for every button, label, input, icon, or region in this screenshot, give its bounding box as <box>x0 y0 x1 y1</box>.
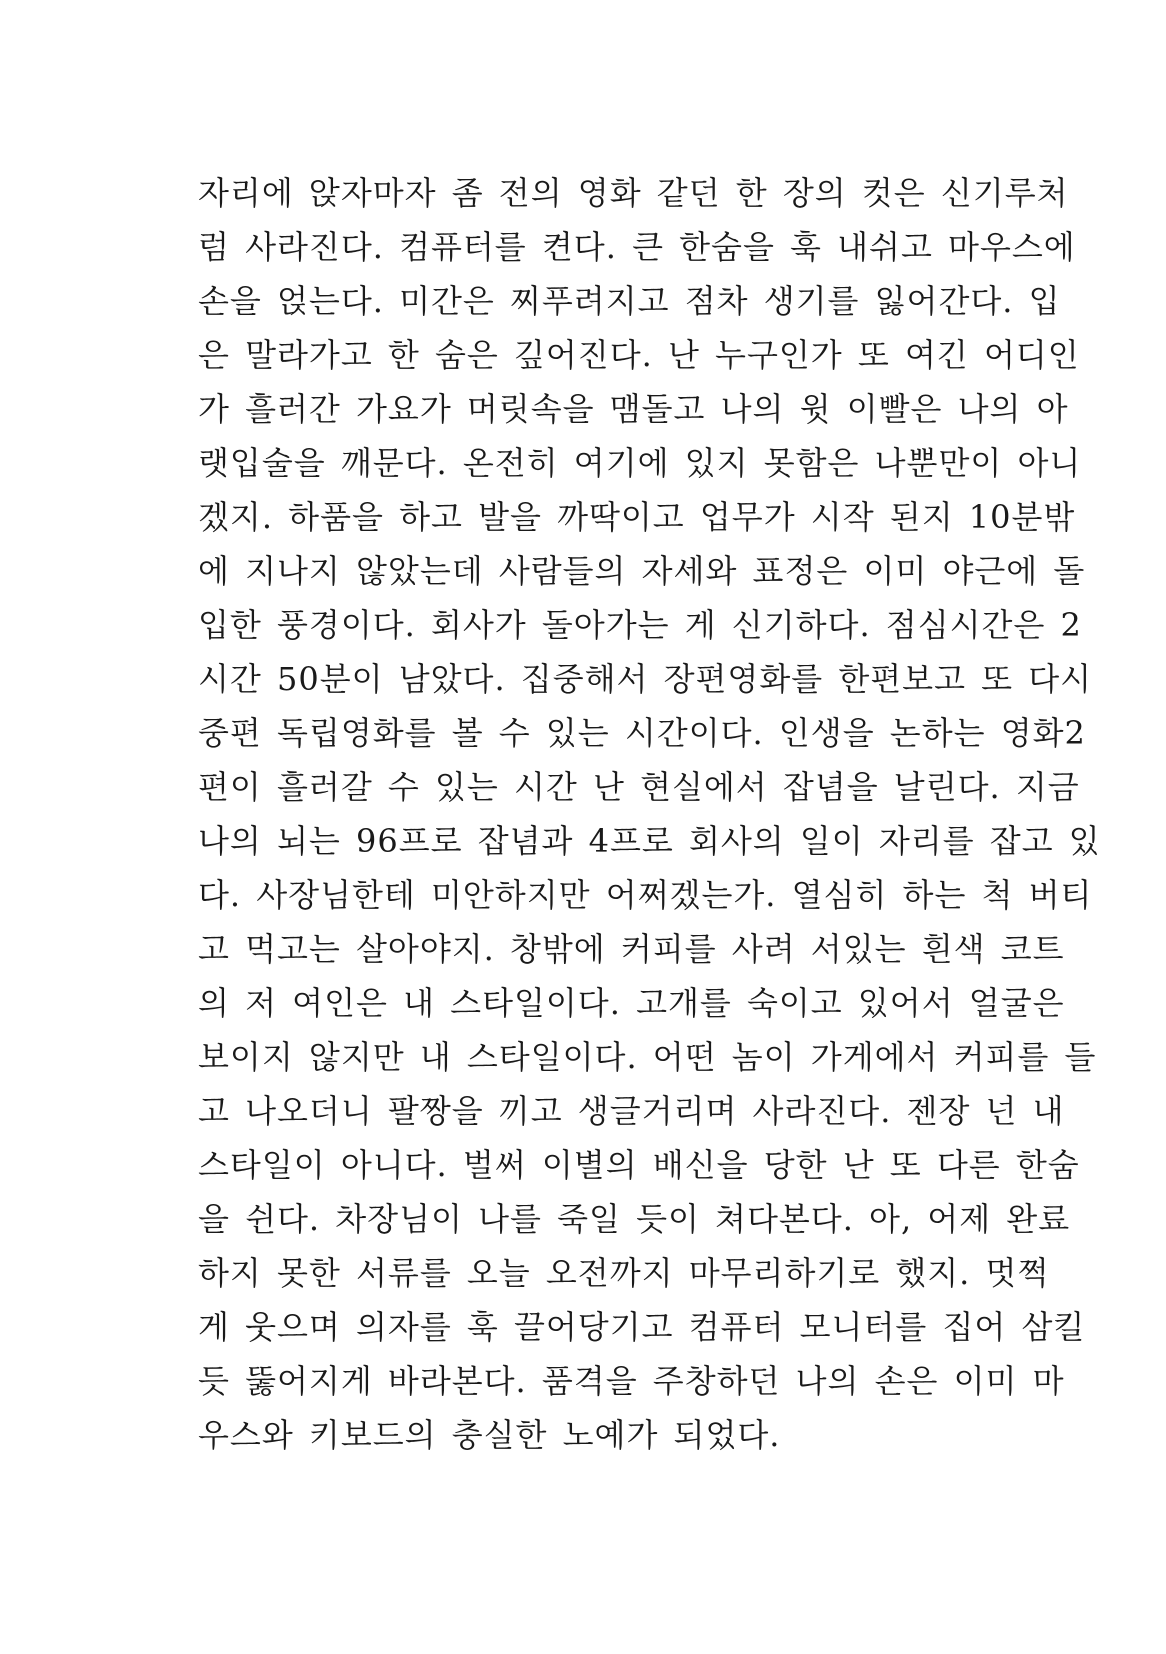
text-line: 게 웃으며 의자를 훅 끌어당기고 컴퓨터 모니터를 집어 삼킬 <box>198 1308 1086 1346</box>
text-line: 보이지 않지만 내 스타일이다. 어떤 놈이 가게에서 커피를 들 <box>198 1038 1097 1076</box>
text-line: 하지 못한 서류를 오늘 오전까지 마무리하기로 했지. 멋쩍 <box>198 1254 1050 1292</box>
text-line: 손을 얹는다. 미간은 찌푸려지고 점차 생기를 잃어간다. 입 <box>198 282 1061 320</box>
text-line: 고 나오더니 팔짱을 끼고 생글거리며 사라진다. 젠장 넌 내 <box>198 1092 1065 1130</box>
text-line: 은 말라가고 한 숨은 깊어진다. 난 누구인가 또 여긴 어디인 <box>198 336 1080 374</box>
text-line: 듯 뚫어지게 바라본다. 품격을 주창하던 나의 손은 이미 마 <box>198 1362 1065 1400</box>
text-line: 스타일이 아니다. 벌써 이별의 배신을 당한 난 또 다른 한숨 <box>198 1146 1080 1184</box>
text-line: 에 지나지 않았는데 사람들의 자세와 표정은 이미 야근에 돌 <box>198 552 1086 590</box>
text-line: 입한 풍경이다. 회사가 돌아가는 게 신기하다. 점심시간은 2 <box>198 606 1082 644</box>
text-line: 을 쉰다. 차장님이 나를 죽일 듯이 쳐다본다. 아, 어제 완료 <box>198 1200 1071 1238</box>
text-line: 자리에 앉자마자 좀 전의 영화 같던 한 장의 컷은 신기루처 <box>198 174 1069 212</box>
text-line: 고 먹고는 살아야지. 창밖에 커피를 사려 서있는 흰색 코트 <box>198 930 1065 968</box>
text-line: 의 저 여인은 내 스타일이다. 고개를 숙이고 있어서 얼굴은 <box>198 984 1065 1022</box>
text-line: 다. 사장님한테 미안하지만 어쩌겠는가. 열심히 하는 척 버티 <box>198 876 1093 914</box>
text-line: 우스와 키보드의 충실한 노예가 되었다. <box>198 1416 781 1454</box>
text-line: 겠지. 하품을 하고 발을 까딱이고 업무가 시작 된지 10분밖 <box>198 498 1076 536</box>
text-line: 시간 50분이 남았다. 집중해서 장편영화를 한편보고 또 다시 <box>198 660 1093 698</box>
text-line: 럼 사라진다. 컴퓨터를 켠다. 큰 한숨을 훅 내쉬고 마우스에 <box>198 228 1076 266</box>
text-line: 편이 흘러갈 수 있는 시간 난 현실에서 잡념을 날린다. 지금 <box>198 768 1080 806</box>
text-line: 가 흘러간 가요가 머릿속을 맴돌고 나의 윗 이빨은 나의 아 <box>198 390 1069 428</box>
text-line: 나의 뇌는 96프로 잡념과 4프로 회사의 일이 자리를 잡고 있 <box>198 822 1101 860</box>
text-line: 중편 독립영화를 볼 수 있는 시간이다. 인생을 논하는 영화2 <box>198 714 1086 752</box>
body-text <box>198 166 1101 1462</box>
text-line: 랫입술을 깨문다. 온전히 여기에 있지 못함은 나뿐만이 아니 <box>198 444 1082 482</box>
